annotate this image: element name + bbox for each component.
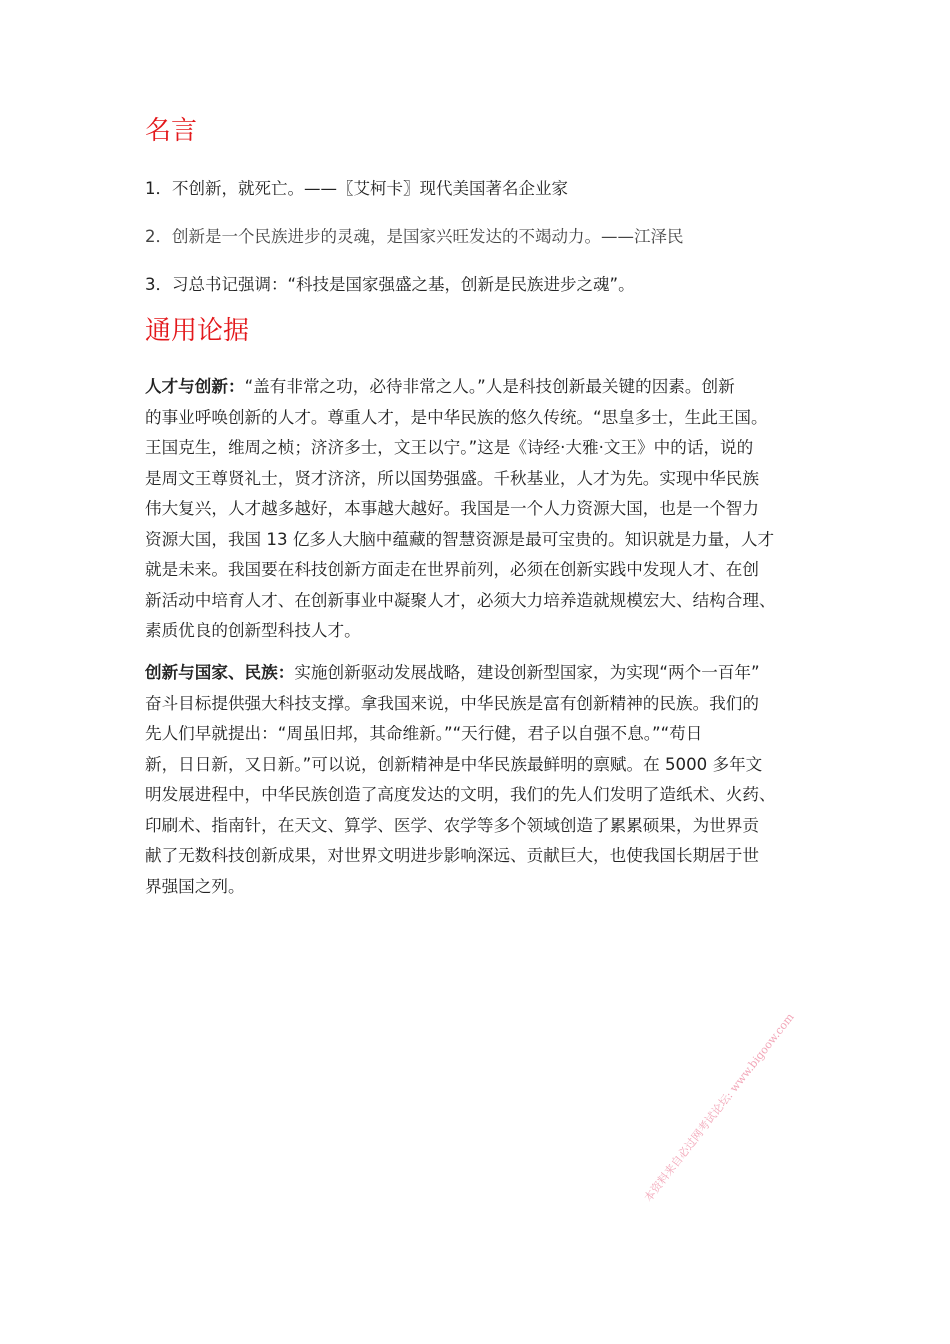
quote-item-1: 1．不创新，就死亡。——〖艾柯卡〗现代美国著名企业家 <box>145 179 568 198</box>
paragraph-line <box>145 658 810 689</box>
quote-item-2: 2．创新是一个民族进步的灵魂，是国家兴旺发达的不竭动力。——江泽民 <box>145 227 684 246</box>
paragraph-lead: 创新与国家、民族： <box>145 663 295 682</box>
paragraph-line: 资源大国，我国 13 亿多人大脑中蕴藏的智慧资源是最可宝贵的。知识就是力量，人才 <box>145 529 775 549</box>
paragraph-line: 献了无数科技创新成果，对世界文明进步影响深远、贡献巨大，也使我国长期居于世 <box>145 846 759 865</box>
paragraph-line: 奋斗目标提供强大科技支撑。拿我国来说，中华民族是富有创新精神的民族。我们的 <box>145 693 759 713</box>
paragraph-line: 新活动中培育人才、在创新事业中凝聚人才，必须大力培养造就规模宏大、结构合理、 <box>145 590 776 610</box>
paragraph-line: 王国克生，维周之桢；济济多士，文王以宁。”这是《诗经·大雅·文王》中的话，说的 <box>145 438 754 457</box>
paragraph-line: 印刷术、指南针，在天文、算学、医学、农学等多个领域创造了累累硕果，为世界贡 <box>145 815 759 835</box>
paragraph-line: 是周文王尊贤礼士，贤才济济，所以国势强盛。千秋基业，人才为先。实现中华民族 <box>145 468 759 488</box>
paragraph-text: 实施创新驱动发展战略，建设创新型国家，为实现“两个一百年” <box>294 663 760 682</box>
paragraph-line: 界强国之列。 <box>145 876 245 896</box>
paragraph-line: 伟大复兴，人才越多越好，本事越大越好。我国是一个人力资源大国，也是一个智力 <box>145 499 759 518</box>
paragraph-text: “盖有非常之功，必待非常之人。”人是科技创新最关键的因素。创新 <box>244 377 735 396</box>
paragraph-line: 先人们早就提出：“周虽旧邦，其命维新。”“天行健，君子以自强不息。”“苟日 <box>145 724 703 743</box>
watermark-text: 本资料来自必过网考试论坛: www.bigoow.com <box>641 1010 797 1205</box>
arguments-heading: 通用论据 <box>145 316 250 346</box>
paragraph-lead: 人才与创新： <box>145 377 245 396</box>
paragraph-line: 的事业呼唤创新的人才。尊重人才，是中华民族的悠久传统。“思皇多士，生此王国。 <box>145 407 768 427</box>
quote-item-3: 3．习总书记强调：“科技是国家强盛之基，创新是民族进步之魂”。 <box>145 275 635 294</box>
paragraph-line: 新，日日新，又日新。”可以说，创新精神是中华民族最鲜明的禀赋。在 5000 多年文 <box>145 754 763 774</box>
argument-innovation-nation <box>145 658 810 902</box>
paragraph-line <box>145 372 810 403</box>
paragraph-line: 素质优良的创新型科技人才。 <box>145 621 361 640</box>
paragraph-line: 明发展进程中，中华民族创造了高度发达的文明，我们的先人们发明了造纸术、火药、 <box>145 785 776 804</box>
quotes-heading: 名言 <box>145 116 198 146</box>
paragraph-line: 就是未来。我国要在科技创新方面走在世界前列，必须在创新实践中发现人才、在创 <box>145 560 759 579</box>
argument-talent-innovation <box>145 372 810 647</box>
